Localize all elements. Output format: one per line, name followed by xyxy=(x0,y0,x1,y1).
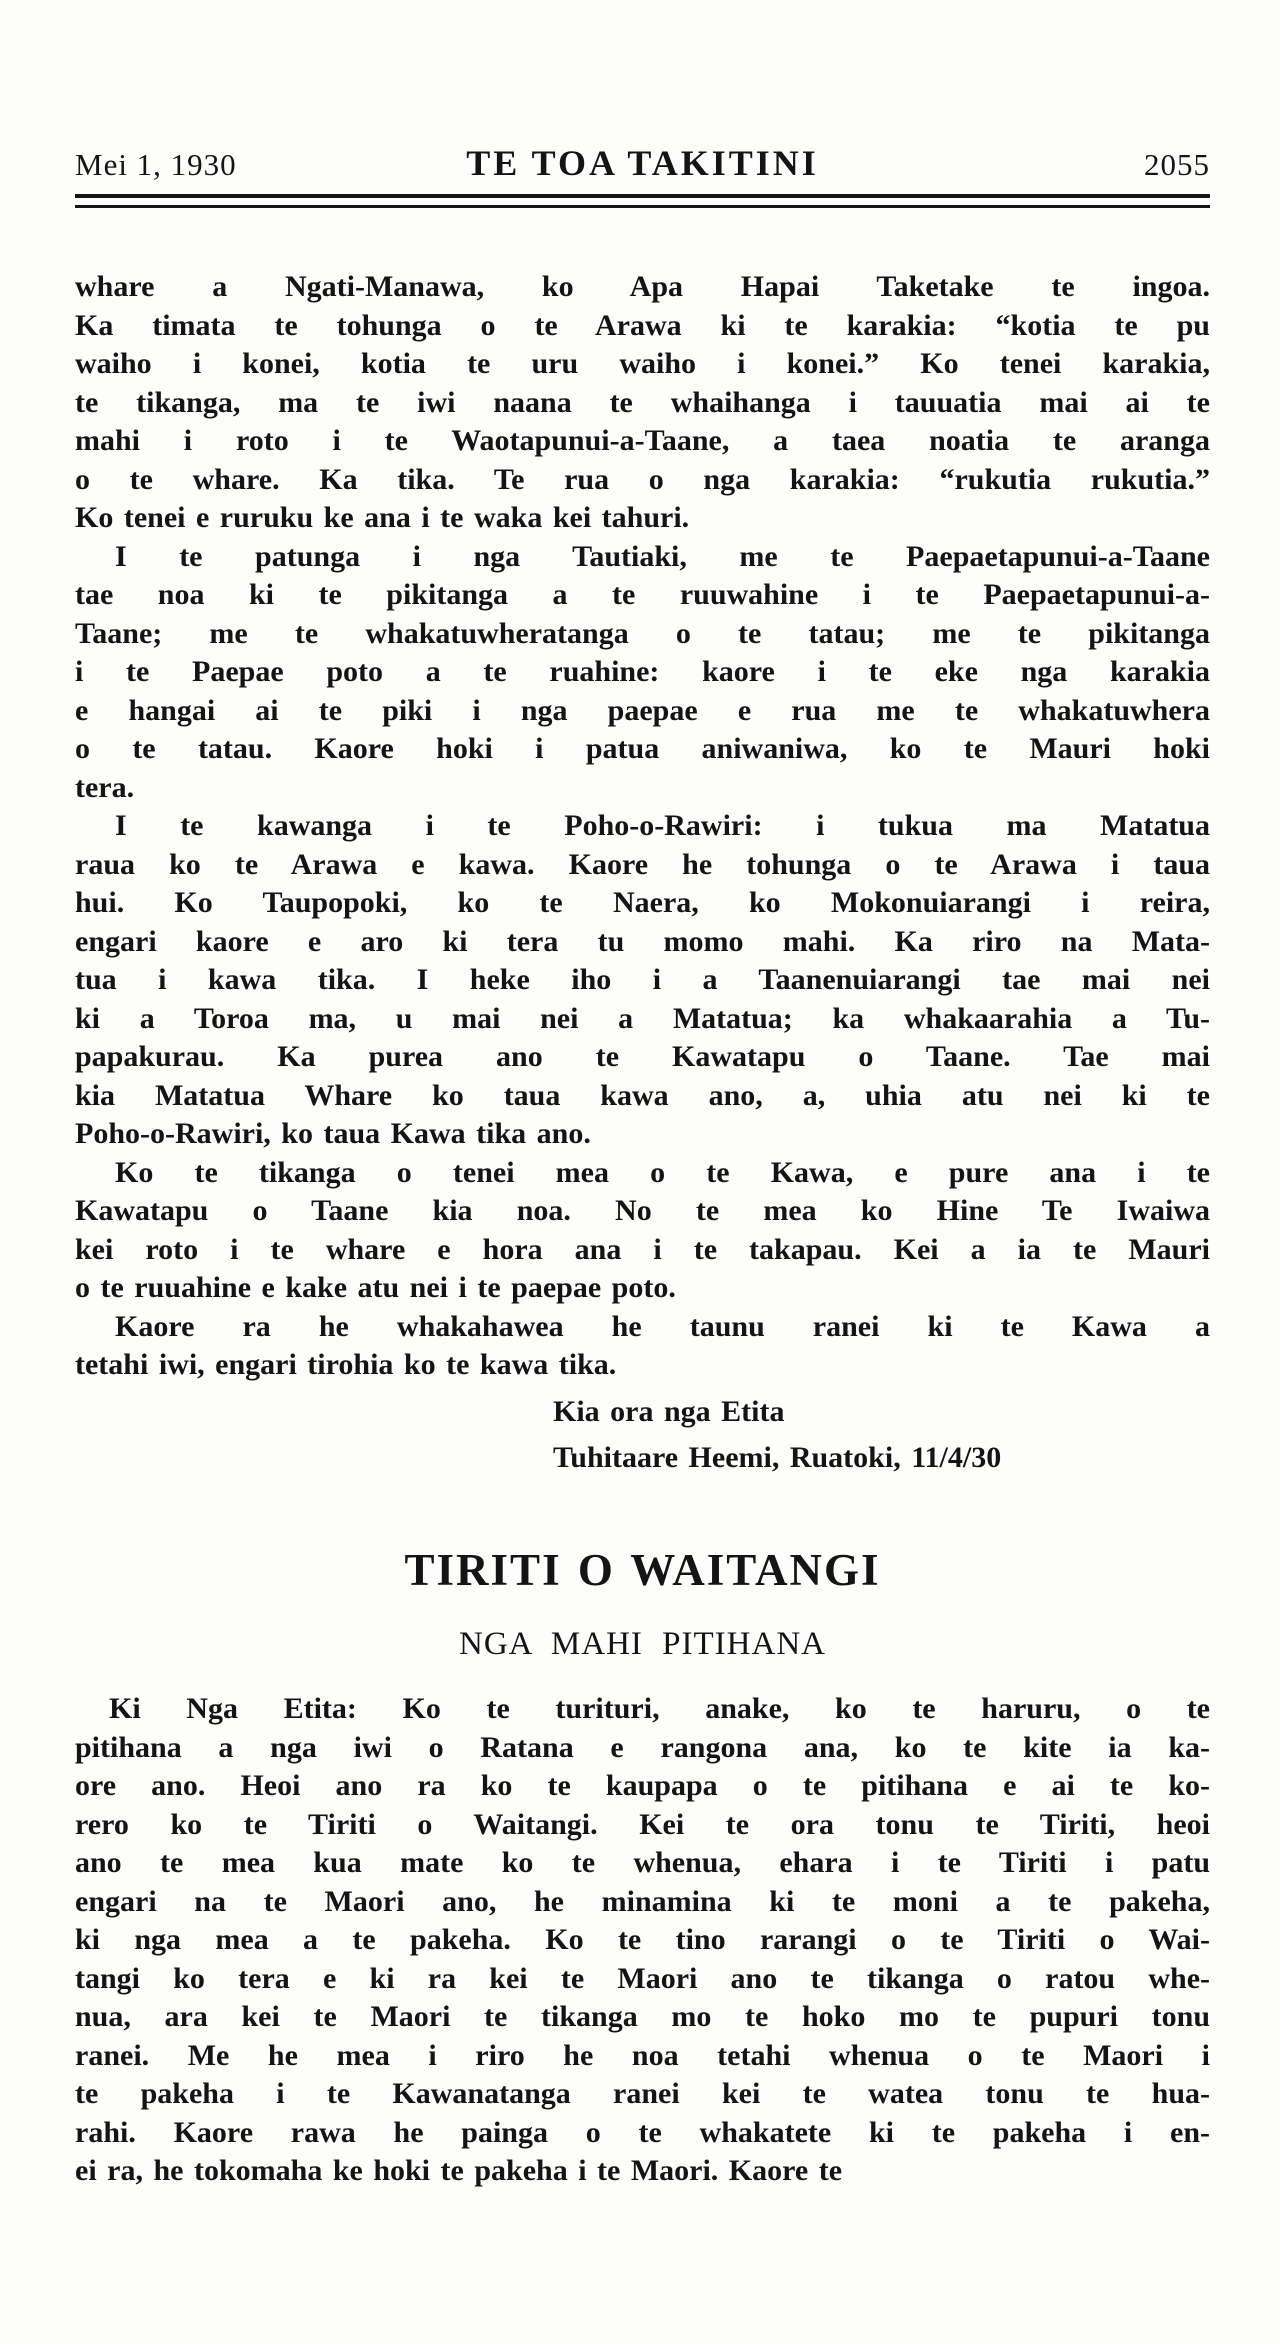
text-line: te pakeha i te Kawanatanga ranei kei te watea tonu te hua- xyxy=(75,2077,1210,2111)
text-line: tae noa ki te pikitanga a te ruuwahine i te Paepaetapunui-a- xyxy=(75,578,1210,611)
text-line: mahi i roto i te Waotapunui-a-Taane, a taea noatia te aranga xyxy=(75,424,1210,457)
text-line: tangi ko tera e ki ra kei te Maori ano te tikanga o ratou whe- xyxy=(75,1961,1210,1995)
text-line: Kawatapu o Taane kia noa. No te mea ko Hine Te Iwaiwa xyxy=(75,1194,1210,1227)
text-line: tua i kawa tika. I heke iho i a Taanenuiarangi tae mai nei xyxy=(75,963,1210,996)
text-line: o te whare. Ka tika. Te rua o nga karakia: “rukutia rukutia.” xyxy=(75,462,1210,496)
text-line: kia Matatua Whare ko taua kawa ano, a, uhia atu nei ki te xyxy=(75,1078,1210,1112)
letter-signoff xyxy=(75,1389,1210,1481)
text-line: Ko te tikanga o tenei mea o te Kawa, e pure ana i te xyxy=(115,1155,1210,1189)
text-line: waiho i konei, kotia te uru waiho i konei.” Ko tenei karakia, xyxy=(75,347,1210,380)
text-line: Ko tenei e ruruku ke ana i te waka kei tahuri. xyxy=(75,501,690,534)
text-line: Ki Nga Etita: Ko te turituri, anake, ko te haruru, o te xyxy=(109,1692,1210,1726)
masthead-title: TE TOA TAKITINI xyxy=(466,143,819,183)
text-line: Taane; me te whakatuwheratanga o te tatau; me te pikitanga xyxy=(75,616,1210,650)
text-line: engari na te Maori ano, he minamina ki te moni a te pakeha, xyxy=(75,1884,1210,1918)
text-line: i te Paepae poto a te ruahine: kaore i te eke nga karakia xyxy=(75,655,1210,688)
letter-paragraph-2 xyxy=(75,538,1210,808)
text-line: o te ruuahine e kake atu nei i te paepae poto. xyxy=(75,1271,676,1304)
text-line: Ka timata te tohunga o te Arawa ki te karakia: “kotia te pu xyxy=(75,308,1210,342)
text-line: raua ko te Arawa e kawa. Kaore he tohunga o te Arawa i taua xyxy=(75,847,1210,881)
running-head xyxy=(75,142,1210,184)
text-line: ore ano. Heoi ano ra ko te kaupapa o te pitihana e ai te ko- xyxy=(75,1769,1210,1803)
text-line: rahi. Kaore rawa he painga o te whakatete ki te pakeha i en- xyxy=(75,2115,1210,2149)
text-line: engari kaore e aro ki tera tu momo mahi. Ka riro na Mata- xyxy=(75,924,1210,958)
header-double-rule xyxy=(75,194,1210,208)
article-subheading: NGA MAHI PITIHANA xyxy=(459,1625,826,1662)
text-line: o te tatau. Kaore hoki i patua aniwaniwa, ko te Mauri hoki xyxy=(75,732,1210,765)
text-line: nua, ara kei te Maori te tikanga mo te hoko mo te pupuri tonu xyxy=(75,2000,1210,2034)
signoff-signature: Tuhitaare Heemi, Ruatoki, 11/4/30 xyxy=(553,1440,1002,1474)
text-line: ranei. Me he mea i riro he noa tetahi whenua o te Maori i xyxy=(75,2038,1210,2072)
text-line: ano te mea kua mate ko te whenua, ehara i te Tiriti i patu xyxy=(75,1846,1210,1880)
text-line: rero ko te Tiriti o Waitangi. Kei te ora tonu te Tiriti, heoi xyxy=(75,1807,1210,1841)
text-line: ki nga mea a te pakeha. Ko te tino rarangi o te Tiriti o Wai- xyxy=(75,1923,1210,1957)
letter-paragraph-3 xyxy=(75,807,1210,1154)
text-line: tetahi iwi, engari tirohia ko te kawa tika. xyxy=(75,1348,617,1381)
text-line: e hangai ai te piki i nga paepae e rua me te whakatuwhera xyxy=(75,693,1210,727)
text-line: tera. xyxy=(75,770,135,804)
article-body xyxy=(75,268,1210,2191)
signoff-salutation: Kia ora nga Etita xyxy=(553,1394,785,1428)
letter-paragraph-5 xyxy=(75,1308,1210,1385)
text-line: papakurau. Ka purea ano te Kawatapu o Taane. Tae mai xyxy=(75,1040,1210,1073)
text-line: whare a Ngati-Manawa, ko Apa Hapai Taketake te ingoa. xyxy=(75,270,1210,303)
article-heading: TIRITI O WAITANGI xyxy=(404,1544,881,1595)
text-line: Kaore ra he whakahawea he taunu ranei ki te Kawa a xyxy=(115,1309,1210,1343)
text-line: Poho-o-Rawiri, ko taua Kawa tika ano. xyxy=(75,1117,591,1150)
letter-paragraph-4 xyxy=(75,1154,1210,1308)
header-date: Mei 1, 1930 xyxy=(75,147,237,182)
text-line: pitihana a nga iwi o Ratana e rangona ana, ko te kite ia ka- xyxy=(75,1730,1210,1764)
header-page-number: 2055 xyxy=(1144,147,1211,182)
text-line: I te kawanga i te Poho-o-Rawiri: i tukua ma Matatua xyxy=(115,809,1210,842)
letter-paragraph-1 xyxy=(75,268,1210,538)
text-line: ei ra, he tokomaha ke hoki te pakeha i te Maori. Kaore te xyxy=(75,2154,843,2188)
text-line: kei roto i te whare e hora ana i te takapau. Kei a ia te Mauri xyxy=(75,1232,1210,1266)
text-line: te tikanga, ma te iwi naana te whaihanga i tauuatia mai ai te xyxy=(75,385,1210,419)
text-line: hui. Ko Taupopoki, ko te Naera, ko Mokonuiarangi i reira, xyxy=(75,886,1210,919)
text-line: ki a Toroa ma, u mai nei a Matatua; ka whakaarahia a Tu- xyxy=(75,1001,1210,1035)
text-line: I te patunga i nga Tautiaki, me te Paepaetapunui-a-Taane xyxy=(115,539,1210,573)
article2-paragraph-1 xyxy=(75,1690,1210,2191)
